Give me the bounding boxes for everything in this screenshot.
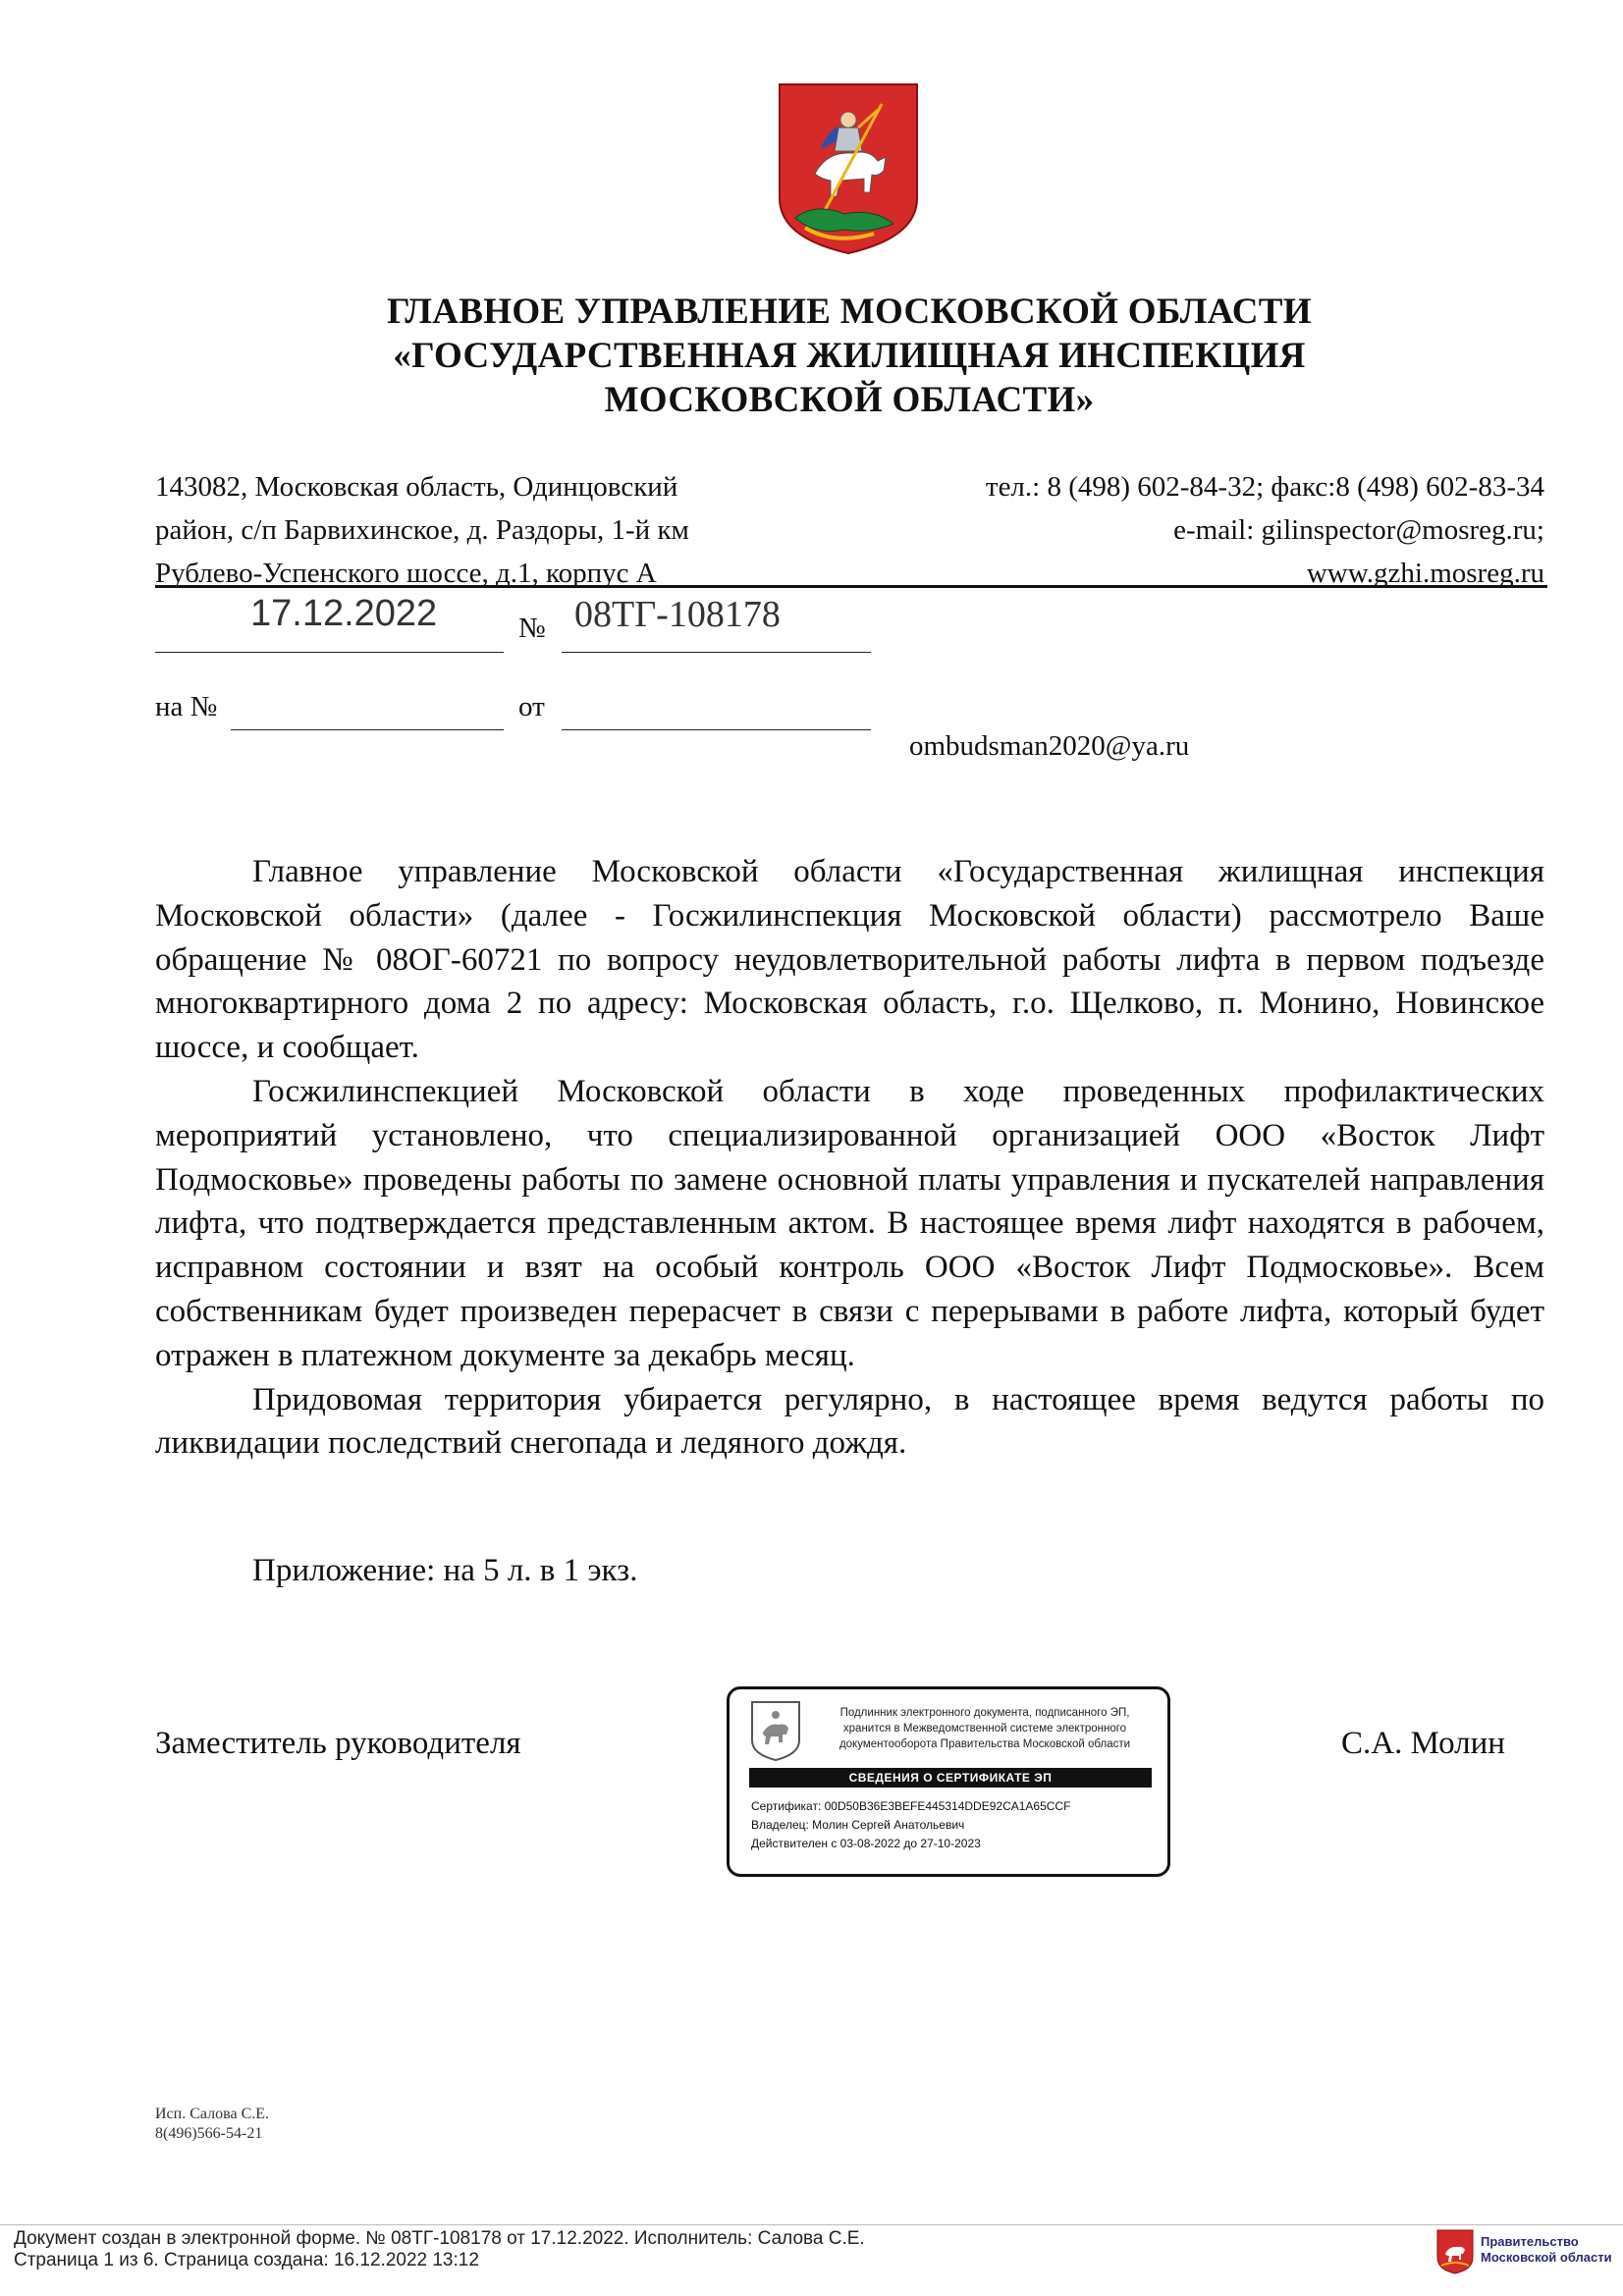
letter-body (155, 850, 1544, 1466)
stamp-note-line-2: хранится в Межведомственной системе электронного (842, 1723, 1127, 1735)
body-paragraph-1: Главное управление Московской области «Государственная жилищная инспекция Московской области» (далее - Госжилинспекция Московской области) рассмотрело Ваше обращение № 08ОГ-60721 по вопросу неудовлетворительной работы лифта в первом подъезде многоквартирного дома 2 по адресу: Московская область, г.о. Щелково, п. Монино, Новинское шоссе, и сообщает. (155, 854, 1544, 1066)
body-paragraph-3: Придовомая территория убирается регулярно, в настоящее время ведутся работы по ликвидации последствий снегопада и ледяного дождя. (155, 1381, 1544, 1462)
number-underline (562, 652, 871, 653)
footer-divider (0, 2224, 1623, 2225)
from-underline (562, 729, 871, 730)
government-logo-icon (1435, 2228, 1475, 2275)
address-line-3: Рублево-Успенского шоссе, д.1, корпус А (155, 558, 657, 589)
stamp-certificate-id: Сертификат: 00D50B36E3BEFE445314DDE92CA1A65CCF (751, 1799, 1071, 1813)
org-title-line-3: МОСКОВСКОЙ ОБЛАСТИ» (604, 380, 1095, 420)
stamp-validity: Действителен с 03-08-2022 до 27-10-2023 (751, 1837, 981, 1850)
from-label: от (518, 691, 545, 722)
footer-line-1: Документ создан в электронной форме. № 08ТГ-108178 от 17.12.2022. Исполнитель: Салова С.Е. (14, 2228, 865, 2249)
stamp-note-line-3: документооборота Правительства Московской области (839, 1738, 1131, 1750)
stamp-note (813, 1705, 1157, 1752)
stamp-owner: Владелец: Молин Сергей Анатольевич (751, 1818, 965, 1832)
footer-line-2: Страница 1 из 6. Страница создана: 16.12.2022 13:12 (14, 2250, 479, 2270)
logo-text-line-2: Московской области (1481, 2250, 1612, 2265)
address-line-2: район, с/п Барвихинское, д. Раздоры, 1-й км (155, 514, 689, 546)
logo-text-line-1: Правительство (1481, 2234, 1579, 2249)
header-divider (155, 585, 1547, 588)
stamp-emblem-icon (749, 1699, 802, 1762)
recipient-email: ombudsman2020@ya.ru (909, 730, 1190, 762)
address-line-1: 143082, Московская область, Одинцовский (155, 471, 678, 503)
government-logo-text (1481, 2234, 1612, 2266)
contact-website: www.gzhi.mosreg.ru (1306, 558, 1544, 589)
document-date: 17.12.2022 (250, 593, 438, 634)
coat-of-arms-icon (776, 80, 921, 255)
document-number: 08ТГ-108178 (574, 594, 781, 635)
body-paragraph-2: Госжилинспекцией Московской области в ходе проведенных профилактических мероприятий установлено, что специализированной организацией ООО «Восток Лифт Подмосковье» проведены работы по замене основной платы управления и пускателей направления лифта, что подтверждается представленным актом. В настоящее время лифт находятся в рабочем, исправном состоянии и взят на особый контроль ООО «Восток Лифт Подмосковье». Всем собственникам будет произведен перерасчет в связи с перерывами в работе лифта, который будет отражен в платежном документе за декабрь месяц. (155, 1073, 1544, 1373)
page-footer (14, 2228, 865, 2271)
date-underline (155, 652, 504, 653)
reply-to-label: на № (155, 691, 218, 722)
executor-phone: 8(496)566-54-21 (155, 2125, 263, 2142)
contact-email: e-mail: gilinspector@mosreg.ru; (1173, 514, 1544, 546)
organization-contacts (864, 465, 1544, 595)
electronic-signature-stamp (727, 1686, 1170, 1877)
signer-position: Заместитель руководителя (155, 1726, 521, 1761)
executor-name: Исп. Салова С.Е. (155, 2106, 270, 2122)
signer-name: С.А. Молин (1341, 1726, 1505, 1761)
reply-to-underline (231, 729, 504, 730)
stamp-certificate-info (751, 1797, 1070, 1853)
organization-address (155, 465, 803, 595)
org-title-line-1: ГЛАВНОЕ УПРАВЛЕНИЕ МОСКОВСКОЙ ОБЛАСТИ (387, 292, 1312, 332)
attachment-note: Приложение: на 5 л. в 1 экз. (252, 1553, 638, 1588)
stamp-certificate-header: СВЕДЕНИЯ О СЕРТИФИКАТЕ ЭП (749, 1768, 1152, 1788)
contact-phone-fax: тел.: 8 (498) 602-84-32; факс:8 (498) 602-83-34 (985, 471, 1544, 503)
executor-info (155, 2105, 269, 2144)
stamp-note-line-1: Подлинник электронного документа, подписанного ЭП, (839, 1707, 1130, 1719)
number-sign: № (518, 613, 546, 644)
org-title-line-2: «ГОСУДАРСТВЕННАЯ ЖИЛИЩНАЯ ИНСПЕКЦИЯ (393, 336, 1306, 376)
organization-title (196, 290, 1502, 422)
